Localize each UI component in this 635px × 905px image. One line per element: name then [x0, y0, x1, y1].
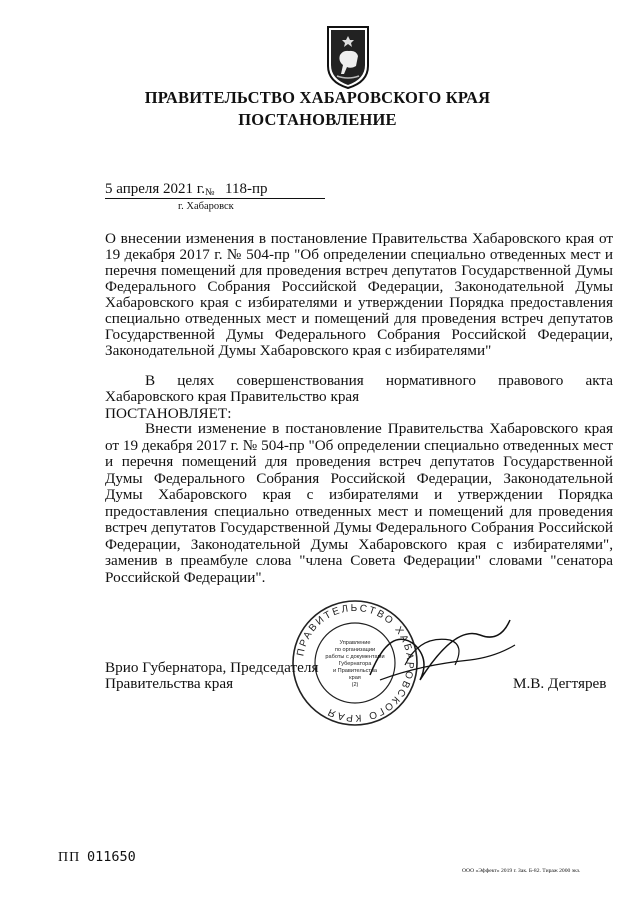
coat-of-arms-icon: [323, 22, 373, 90]
stamp-line: Управление: [339, 640, 371, 646]
printer-imprint: ООО «Эффект» 2019 г. Зак. Б-82. Тираж 2000 экз.: [462, 868, 581, 874]
serial-number: 011650: [87, 849, 136, 865]
resolves-heading: ПОСТАНОВЛЯЕТ:: [105, 405, 232, 422]
document-type-title: ПОСТАНОВЛЕНИЕ: [238, 110, 397, 129]
document-number: 118-пр: [225, 181, 268, 197]
signatory-position-line2: Правительства края: [105, 675, 234, 692]
body-paragraph: Внести изменение в постановление Правительства Хабаровского края от 19 декабря 2017 г. № 504-пр "Об определении специально отведенных мест и перечня помещений для проведения встреч депутатов Государственной Думы Федерального Собрания Российской Федерации, Законодательной Думы Хабаровского края с избирателями и утверждении Порядка предоставления специально отведенных мест и помещений для проведения встреч депутатов Государственной Думы Федерального Собрания Российской Федерации, Законодательной Думы Хабаровского края с избирателями", заменив в преамбуле слова "члена Совета Федерации" словами "сенатора Российской Федерации".: [105, 420, 613, 586]
document-city: г. Хабаровск: [178, 201, 234, 212]
stamp-line: по организации: [334, 647, 376, 653]
document-date: 5 апреля 2021 г.: [105, 181, 205, 197]
stamp-line: и Правительства: [333, 668, 377, 674]
document-subject: О внесении изменения в постановление Правительства Хабаровского края от 19 декабря 2017 г. № 504-пр "Об определении специально отведенных мест и перечня помещений для проведения встреч депутатов Государственной Думы Федерального Собрания Российской Федерации, Законодательной Думы Хабаровского края с избирателями и утверждении Порядка предоставления специально отведенных мест и помещений для проведения встреч депутатов Государственной Думы Федерального Собрания Российской Федерации, Законодательной Думы Хабаровского края с избирателями": [105, 230, 613, 359]
stamp-line: работы с документами: [325, 654, 385, 660]
stamp-line: (2): [351, 682, 359, 688]
stamp-line: Губернатора: [338, 661, 372, 667]
stamp-line: края: [349, 675, 361, 681]
signatory-name: М.В. Дегтярев: [513, 675, 607, 692]
handwritten-signature: [360, 605, 520, 695]
serial-prefix: ПП: [58, 850, 81, 865]
number-label: №: [205, 187, 215, 198]
signatory-position-line1: Врио Губернатора, Председателя: [105, 659, 319, 676]
intro-paragraph: В целях совершенствования нормативного правового акта Хабаровского края Правительство края: [105, 372, 613, 405]
date-underline: [105, 198, 325, 199]
stamp-ring-text: ПРАВИТЕЛЬСТВО ХАБАРОВСКОГО КРАЯ: [295, 602, 416, 724]
government-title: ПРАВИТЕЛЬСТВО ХАБАРОВСКОГО КРАЯ: [144, 88, 491, 107]
